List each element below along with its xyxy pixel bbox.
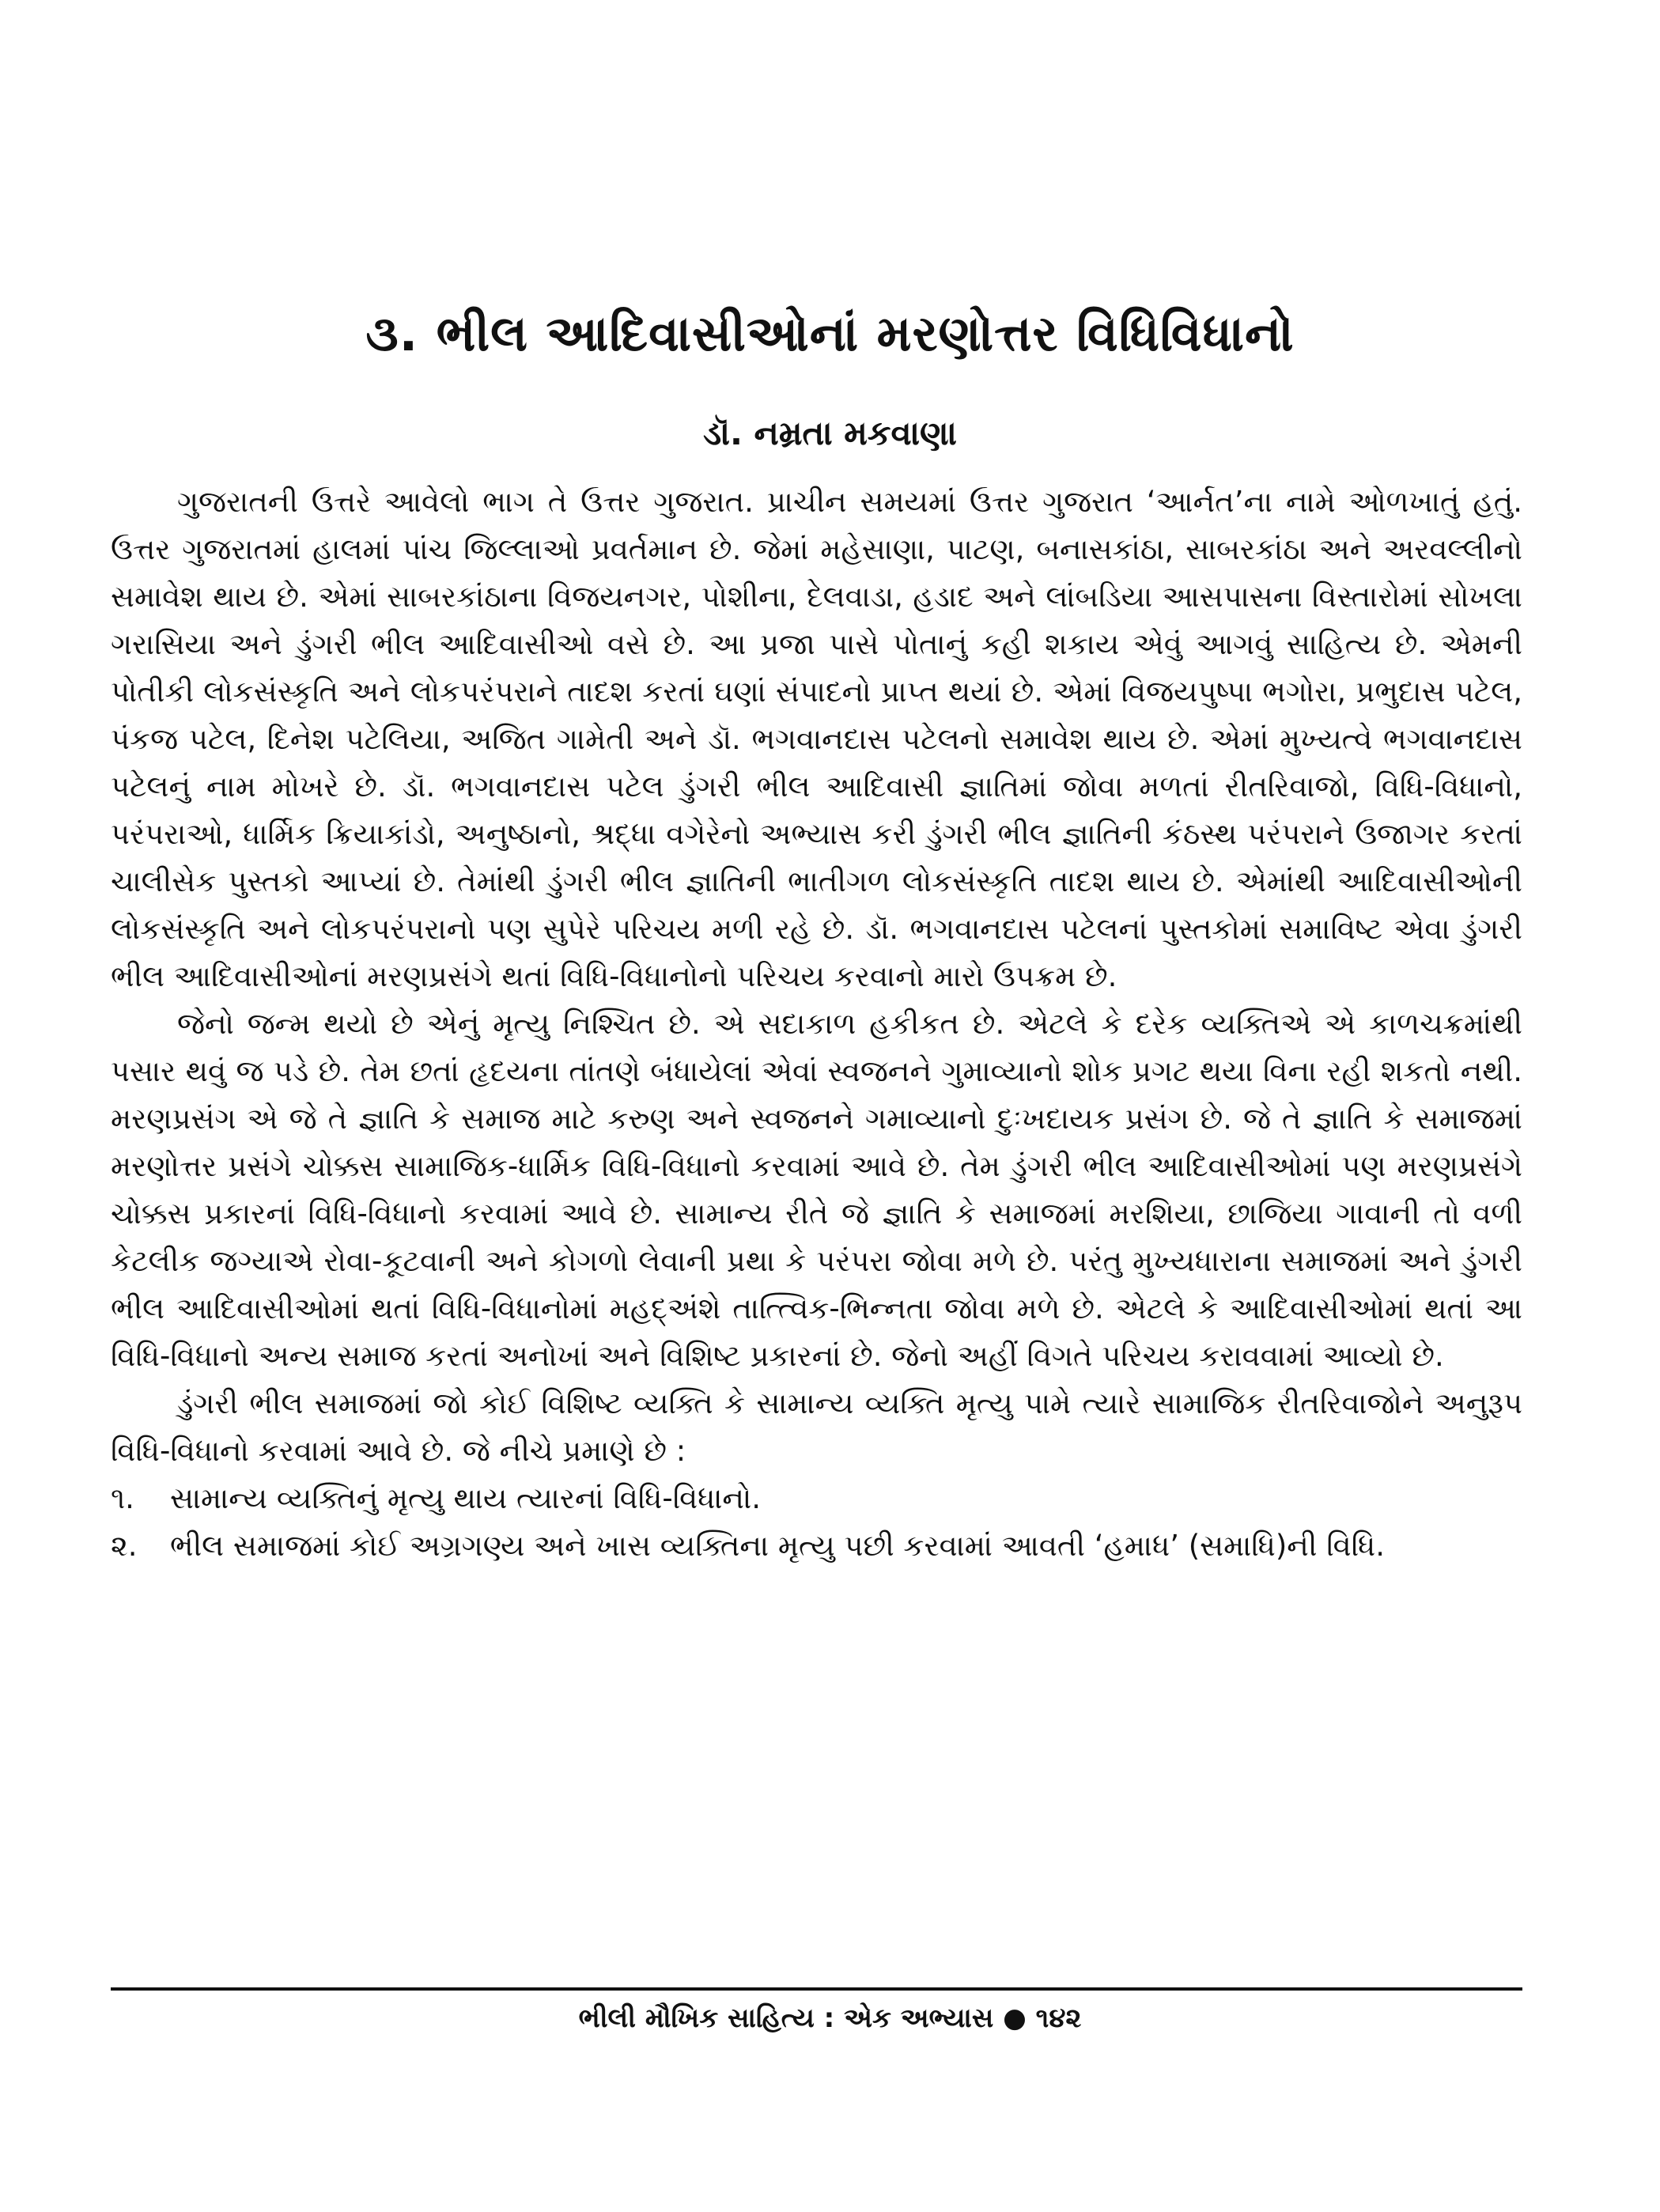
rites-list xyxy=(111,1475,1522,1570)
page-footer: ભીલી મૌખિક સાહિત્ય : એક અભ્યાસ ● ૧૪૨ xyxy=(578,2002,1082,2034)
footer-divider xyxy=(111,1987,1522,1991)
list-item-number: ૨. xyxy=(111,1529,138,1563)
list-item xyxy=(111,1475,1522,1522)
list-item-text: ભીલ સમાજમાં કોઈ અગ્રગણ્ય અને ખાસ વ્યક્તિના મૃત્યુ પછી કરવામાં આવતી ‘હમાધ’ (સમાધિ)ની વિધિ. xyxy=(170,1529,1385,1563)
paragraph-1: ગુજરાતની ઉત્તરે આવેલો ભાગ તે ઉત્તર ગુજરાત. પ્રાચીન સમયમાં ઉત્તર ગુજરાત ‘આર્નત’ના નામે ઓળખાતું હતું. ઉત્તર ગુજરાતમાં હાલમાં પાંચ જિલ્લાઓ પ્રવર્તમાન છે. જેમાં મહેસાણા, પાટણ, બનાસકાંઠા, સાબરકાંઠા અને અરવલ્લીનો સમાવેશ થાય છે. એમાં સાબરકાંઠાના વિજયનગર, પોશીના, દેલવાડા, હડાદ અને લાંબડિયા આસપાસના વિસ્તારોમાં સોખલા ગરાસિયા અને ડુંગરી ભીલ આદિવાસીઓ વસે છે. આ પ્રજા પાસે પોતાનું કહી શકાય એવું આગવું સાહિત્ય છે. એમની પોતીકી લોકસંસ્કૃતિ અને લોકપરંપરાને તાદશ કરતાં ઘણાં સંપાદનો પ્રાપ્ત થયાં છે. એમાં વિજયપુષ્પા ભગોરા, પ્રભુદાસ પટેલ, પંકજ પટેલ, દિનેશ પટેલિયા, અજિત ગામેતી અને ડૉ. ભગવાનદાસ પટેલનો સમાવેશ થાય છે. એમાં મુખ્યત્વે ભગવાનદાસ પટેલનું નામ મોખરે છે. ડૉ. ભગવાનદાસ પટેલ ડુંગરી ભીલ આદિવાસી જ્ઞાતિમાં જોવા મળતાં રીતરિવાજો, વિધિ-વિધાનો, પરંપરાઓ, ધાર્મિક ક્રિયાકાંડો, અનુષ્ઠાનો, શ્રદ્ધા વગેરેનો અભ્યાસ કરી ડુંગરી ભીલ જ્ઞાતિની કંઠસ્થ પરંપરાને ઉજાગર કરતાં ચાલીસેક પુસ્તકો આપ્યાં છે. તેમાંથી ડુંગરી ભીલ જ્ઞાતિની ભાતીગળ લોકસંસ્કૃતિ તાદશ થાય છે. એમાંથી આદિવાસીઓની લોકસંસ્કૃતિ અને લોકપરંપરાનો પણ સુપેરે પરિચય મળી રહે છે. ડૉ. ભગવાનદાસ પટેલનાં પુસ્તકોમાં સમાવિષ્ટ એવા ડુંગરી ભીલ આદિવાસીઓનાં મરણપ્રસંગે થતાં વિધિ-વિધાનોનો પરિચય કરવાનો મારો ઉપક્રમ છે. xyxy=(111,485,1522,993)
paragraph-2: જેનો જન્મ થયો છે એનું મૃત્યુ નિશ્ચિત છે. એ સદાકાળ હકીકત છે. એટલે કે દરેક વ્યક્તિએ એ કાળચક્રમાંથી પસાર થવું જ પડે છે. તેમ છતાં હૃદયના તાંતણે બંધાયેલાં એવાં સ્વજનને ગુમાવ્યાનો શોક પ્રગટ થયા વિના રહી શકતો નથી. મરણપ્રસંગ એ જે તે જ્ઞાતિ કે સમાજ માટે કરુણ અને સ્વજનને ગમાવ્યાનો દુઃખદાયક પ્રસંગ છે. જે તે જ્ઞાતિ કે સમાજમાં મરણોત્તર પ્રસંગે ચોક્કસ સામાજિક-ધાર્મિક વિધિ-વિધાનો કરવામાં આવે છે. તેમ ડુંગરી ભીલ આદિવાસીઓમાં પણ મરણપ્રસંગે ચોક્કસ પ્રકારનાં વિધિ-વિધાનો કરવામાં આવે છે. સામાન્ય રીતે જે જ્ઞાતિ કે સમાજમાં મરશિયા, છાજિયા ગાવાની તો વળી કેટલીક જગ્યાએ રોવા-કૂટવાની અને કોગળો લેવાની પ્રથા કે પરંપરા જોવા મળે છે. પરંતુ મુખ્યધારાના સમાજમાં અને ડુંગરી ભીલ આદિવાસીઓમાં થતાં વિધિ-વિધાનોમાં મહદ્અંશે તાત્ત્વિક-ભિન્નતા જોવા મળે છે. એટલે કે આદિવાસીઓમાં થતાં આ વિધિ-વિધાનો અન્ય સમાજ કરતાં અનોખાં અને વિશિષ્ટ પ્રકારનાં છે. જેનો અહીં વિગતે પરિચય કરાવવામાં આવ્યો છે. xyxy=(111,1007,1522,1373)
list-item xyxy=(111,1522,1522,1570)
page-title: ૩. ભીલ આદિવાસીઓનાં મરણોત્તર વિધિવિધાનો xyxy=(365,304,1295,362)
author-name: ડૉ. નમ્રતા મકવાણા xyxy=(703,414,957,452)
paragraph-3: ડુંગરી ભીલ સમાજમાં જો કોઈ વિશિષ્ટ વ્યક્તિ કે સામાન્ય વ્યક્તિ મૃત્યુ પામે ત્યારે સામાજિક રીતરિવાજોને અનુરૂપ વિધિ-વિધાનો કરવામાં આવે છે. જે નીચે પ્રમાણે છે : xyxy=(111,1386,1522,1468)
article-body xyxy=(111,478,1522,1570)
list-item-number: ૧. xyxy=(111,1481,134,1515)
list-item-text: સામાન્ય વ્યક્તિનું મૃત્યુ થાય ત્યારનાં વિધિ-વિધાનો. xyxy=(170,1481,761,1515)
